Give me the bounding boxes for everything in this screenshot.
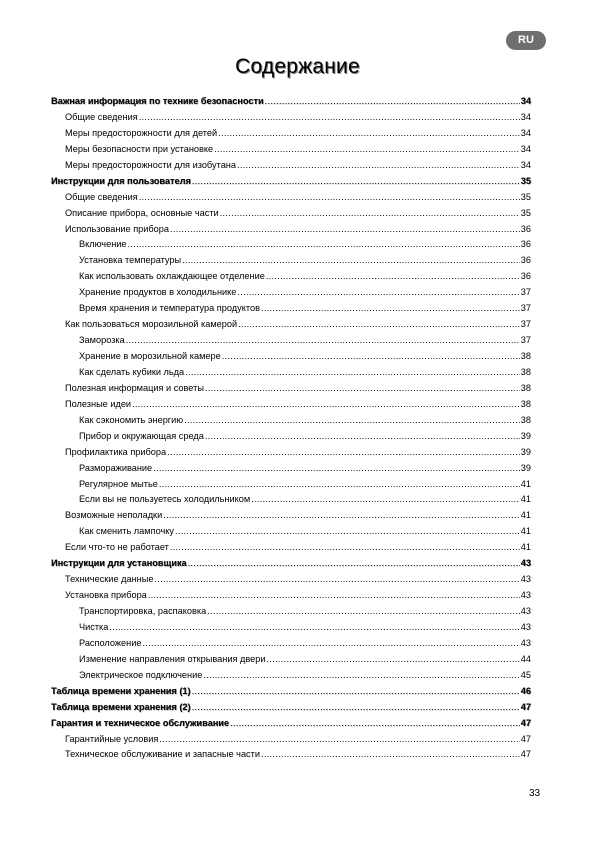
toc-entry-label: Инструкции для пользователя	[51, 175, 191, 186]
dot-leader	[159, 477, 520, 493]
dot-leader	[188, 556, 520, 572]
toc-entry-label: Таблица времени хранения (2)	[51, 701, 191, 712]
toc-entry-label: Чистка	[79, 621, 109, 632]
toc-entry-label: Возможные неполадки	[65, 510, 163, 521]
toc-entry-page: 43	[520, 590, 531, 601]
dot-leader	[237, 285, 519, 301]
toc-entry-label: Полезные идеи	[65, 398, 132, 409]
dot-leader	[132, 397, 520, 413]
toc-entry-page: 38	[520, 366, 531, 377]
toc-entry[interactable]	[51, 365, 531, 381]
toc-entry-page: 43	[520, 606, 531, 616]
dot-leader	[175, 524, 520, 540]
dot-leader	[192, 174, 520, 190]
dot-leader	[222, 349, 520, 365]
dot-leader	[218, 126, 520, 142]
toc-entry-page: 38	[520, 351, 531, 361]
toc-entry-page: 34	[520, 159, 531, 170]
toc-entry[interactable]	[51, 174, 531, 190]
toc-entry-label: Как сэкономить энергию	[79, 414, 184, 425]
toc-entry-label: Как сменить лампочку	[79, 526, 174, 537]
toc-entry-page: 45	[520, 669, 531, 680]
toc-entry[interactable]	[51, 110, 531, 126]
dot-leader	[109, 620, 519, 636]
toc-entry[interactable]	[51, 524, 531, 540]
dot-leader	[203, 668, 519, 684]
toc-entry-page: 44	[520, 653, 531, 664]
toc-entry-label: Включение	[79, 239, 127, 250]
toc-entry[interactable]	[51, 333, 531, 349]
toc-entry-label: Как использовать охлаждающее отделение	[79, 271, 265, 282]
toc-entry[interactable]	[51, 301, 531, 317]
toc-entry[interactable]	[51, 604, 531, 620]
dot-leader	[185, 365, 520, 381]
toc-entry[interactable]	[51, 206, 531, 222]
toc-entry-page: 34	[520, 127, 531, 138]
dot-leader	[148, 588, 520, 604]
toc-entry[interactable]	[51, 747, 531, 763]
page-number: 33	[529, 788, 541, 799]
dot-leader	[192, 700, 520, 716]
toc-entry-label: Хранение продуктов в холодильнике	[79, 287, 237, 298]
dot-leader	[192, 684, 520, 700]
toc-entry[interactable]	[51, 158, 531, 174]
dot-leader	[142, 636, 519, 652]
toc-entry-page: 34	[520, 96, 531, 106]
toc-entry-label: Если что-то не работает	[65, 542, 169, 553]
toc-entry-page: 47	[520, 717, 531, 728]
toc-entry-label: Меры предосторожности для детей	[65, 127, 218, 138]
toc-entry-label: Как сделать кубики льда	[79, 366, 185, 377]
toc-entry[interactable]	[51, 556, 531, 572]
toc-entry[interactable]	[51, 285, 531, 301]
dot-leader	[128, 237, 520, 253]
toc-entry-label: Размораживание	[79, 462, 153, 473]
toc-entry-page: 35	[520, 191, 531, 202]
dot-leader	[220, 206, 520, 222]
toc-entry-label: Регулярное мытье	[79, 478, 158, 489]
dot-leader	[251, 492, 520, 508]
toc-entry-label: Использование прибора	[65, 223, 170, 234]
toc-entry-page: 37	[520, 287, 531, 298]
toc-entry[interactable]	[51, 253, 531, 269]
toc-entry-page: 41	[520, 494, 531, 505]
toc-entry-label: Хранение в морозильной камере	[79, 351, 221, 361]
toc-entry-label: Полезная информация и советы	[65, 382, 204, 393]
dot-leader	[265, 94, 520, 110]
toc-entry-page: 39	[520, 446, 531, 457]
toc-entry-label: Время хранения и температура продуктов	[79, 303, 260, 314]
dot-leader	[205, 429, 520, 445]
toc-entry-page: 41	[520, 478, 531, 489]
toc-entry-page: 36	[520, 239, 531, 250]
toc-entry[interactable]	[51, 269, 531, 285]
toc-entry-page: 38	[520, 398, 531, 409]
dot-leader	[153, 461, 520, 477]
toc-entry-page: 46	[520, 685, 531, 696]
toc-entry-label: Техническое обслуживание и запасные части	[65, 749, 260, 760]
toc-entry-label: Электрическое подключение	[79, 669, 203, 680]
toc-entry-page: 36	[520, 255, 531, 266]
toc-entry-label: Описание прибора, основные части	[65, 207, 219, 218]
toc-entry-page: 41	[520, 542, 531, 553]
dot-leader	[237, 158, 520, 174]
toc-entry[interactable]	[51, 477, 531, 493]
toc-entry[interactable]	[51, 636, 531, 652]
toc-entry-label: Заморозка	[79, 335, 125, 346]
toc-entry-page: 35	[520, 175, 531, 186]
toc-entry[interactable]	[51, 572, 531, 588]
toc-entry-label: Технические данные	[65, 574, 154, 585]
toc-entry[interactable]	[51, 94, 531, 110]
toc-entry-page: 36	[520, 223, 531, 234]
dot-leader	[214, 142, 520, 158]
toc-entry-page: 37	[520, 319, 531, 330]
toc-entry-page: 34	[520, 143, 531, 154]
toc-entry[interactable]	[51, 237, 531, 253]
toc-entry-label: Установка прибора	[65, 590, 147, 601]
toc-entry-page: 41	[520, 510, 531, 521]
toc-entry-page: 37	[520, 335, 531, 346]
toc-entry-page: 38	[520, 414, 531, 425]
toc-entry-page: 43	[520, 621, 531, 632]
toc-entry-label: Расположение	[79, 637, 142, 648]
toc-entry-page: 36	[520, 271, 531, 282]
toc-entry[interactable]	[51, 190, 531, 206]
toc-entry-page: 47	[520, 701, 531, 712]
dot-leader	[167, 445, 520, 461]
toc-entry-page: 39	[520, 430, 531, 441]
toc-entry-label: Профилактика прибора	[65, 446, 167, 457]
dot-leader	[238, 317, 520, 333]
dot-leader	[170, 222, 520, 238]
toc-entry[interactable]	[51, 445, 531, 461]
toc-entry-page: 43	[520, 574, 531, 585]
toc-entry-label: Как пользоваться морозильной камерой	[65, 319, 238, 330]
toc-entry[interactable]	[51, 716, 531, 732]
toc-entry-label: Инструкции для установщика	[51, 558, 187, 569]
dot-leader	[139, 110, 520, 126]
toc-entry[interactable]	[51, 620, 531, 636]
toc-entry-label: Если вы не пользуетесь холодильником	[79, 494, 251, 505]
toc-entry-page: 39	[520, 462, 531, 473]
dot-leader	[159, 732, 519, 748]
toc-entry-label: Важная информация по технике безопасности	[51, 96, 264, 106]
dot-leader	[184, 413, 520, 429]
dot-leader	[163, 508, 520, 524]
toc-entry[interactable]	[51, 222, 531, 238]
toc-entry[interactable]	[51, 142, 531, 158]
toc-entry-page: 43	[520, 558, 531, 569]
toc-entry-label: Таблица времени хранения (1)	[51, 685, 191, 696]
toc-entry[interactable]	[51, 381, 531, 397]
dot-leader	[267, 652, 520, 668]
dot-leader	[266, 269, 520, 285]
toc-entry[interactable]	[51, 684, 531, 700]
toc-entry[interactable]	[51, 492, 531, 508]
toc-entry[interactable]	[51, 700, 531, 716]
toc-entry-label: Общие сведения	[65, 191, 138, 202]
toc-entry[interactable]	[51, 668, 531, 684]
page-title: Содержание	[235, 55, 360, 78]
dot-leader	[230, 716, 520, 732]
toc-entry-label: Прибор и окружающая среда	[79, 430, 204, 441]
dot-leader	[154, 572, 519, 588]
toc-entry[interactable]	[51, 349, 531, 365]
toc-entry-label: Установка температуры	[79, 255, 182, 266]
toc-entry[interactable]	[51, 461, 531, 477]
dot-leader	[170, 540, 520, 556]
toc-entry-page: 37	[520, 303, 531, 314]
toc-entry-page: 47	[520, 733, 531, 744]
toc-entry[interactable]	[51, 126, 531, 142]
dot-leader	[261, 747, 520, 763]
dot-leader	[126, 333, 520, 349]
toc-entry[interactable]	[51, 429, 531, 445]
language-badge: RU	[506, 31, 546, 50]
dot-leader	[207, 604, 520, 620]
dot-leader	[261, 301, 520, 317]
toc-entry[interactable]	[51, 397, 531, 413]
toc-entry[interactable]	[51, 652, 531, 668]
toc-entry-page: 34	[520, 111, 531, 122]
dot-leader	[182, 253, 520, 269]
toc-entry-label: Общие сведения	[65, 111, 138, 122]
dot-leader	[205, 381, 520, 397]
toc-entry-page: 47	[520, 749, 531, 760]
toc-entry-label: Транспортировка, распаковка	[79, 606, 207, 616]
toc-entry[interactable]	[51, 540, 531, 556]
toc-entry[interactable]	[51, 732, 531, 748]
toc-entry-label: Гарантийные условия	[65, 733, 159, 744]
toc-entry[interactable]	[51, 508, 531, 524]
toc-entry[interactable]	[51, 317, 531, 333]
toc-entry[interactable]	[51, 413, 531, 429]
toc-entry-page: 38	[520, 382, 531, 393]
toc-entry-label: Гарантия и техническое обслуживание	[51, 717, 230, 728]
toc-entry-label: Изменение направления открывания двери	[79, 653, 266, 664]
dot-leader	[139, 190, 520, 206]
toc-entry-page: 43	[520, 637, 531, 648]
toc-entry-label: Меры безопасности при установке	[65, 143, 214, 154]
toc-entry-label: Меры предосторожности для изобутана	[65, 159, 236, 170]
toc-entry-page: 35	[520, 207, 531, 218]
table-of-contents	[51, 94, 531, 763]
toc-entry[interactable]	[51, 588, 531, 604]
toc-entry-page: 41	[520, 526, 531, 537]
